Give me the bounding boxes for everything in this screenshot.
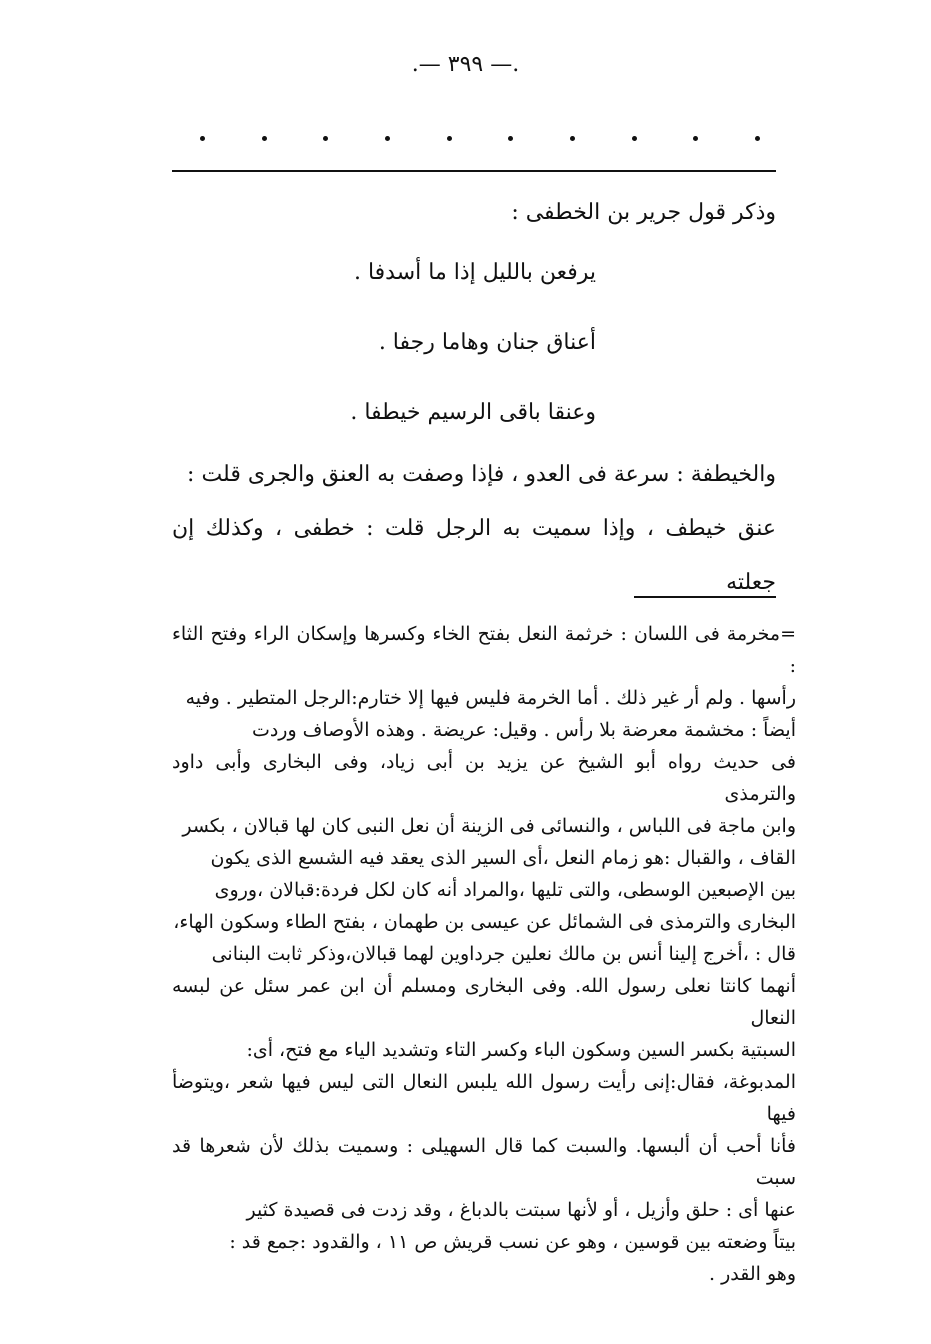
separator-dot	[385, 136, 390, 141]
verse-line: وعنقا باقى الرسيم خيطفا .	[350, 400, 596, 425]
footnote-line: وهو القدر .	[709, 1263, 796, 1285]
footnote-line: قال : ،أخرج إلينا أنس بن مالك نعلين جرداوين لهما قبالان،وذكر ثابت البنانى	[211, 943, 796, 965]
intro-line: وذكر قول جرير بن الخطفى :	[511, 200, 776, 225]
footnote-line: =مخرمة فى اللسان : خرثمة النعل بفتح الخاء وكسرها وإسكان الراء وفتح الثاء :	[172, 623, 796, 677]
separator-dot	[570, 136, 575, 141]
footnote-line: فأنا أحب أن ألبسها. والسبت كما قال السهيلى : وسميت بذلك لأن شعرها قد سبت	[172, 1135, 796, 1189]
footnote-rule	[634, 596, 776, 598]
main-text	[172, 188, 776, 610]
footnote-line: أيضاً : مخشمة معرضة بلا رأس . وقيل: عريضة . وهذه الأوصاف وردت	[251, 719, 796, 741]
footnote-line: بين الإصبعين الوسطى، والتى تليها ،والمراد أنه كان لكل فردة:قبالان ،وروى	[214, 879, 796, 901]
footnote-line: أنهما كانتا نعلى رسول الله. وفى البخارى ومسلم أن ابن عمر سئل عن لبسه النعال	[172, 975, 796, 1029]
footnote-line: المدبوغة، فقال:إنى رأيت رسول الله يلبس النعال التى ليس فيها شعر ،ويتوضأ فيها	[172, 1071, 796, 1125]
footnote-line: رأسها . ولم أر غير ذلك . أما الخرمة فليس فيها إلا ختارم:الرجل المتطير . وفيه	[185, 687, 796, 709]
body-line: والخيطفة : سرعة فى العدو ، فإذا وصفت به العنق والجرى قلت :	[187, 462, 776, 487]
verse-line: يرفعن بالليل إذا ما أسدفا .	[353, 260, 596, 285]
separator-dot	[262, 136, 267, 141]
separator-dot	[447, 136, 452, 141]
footnote-line: البخارى والترمذى فى الشمائل عن عيسى بن طهمان ، بفتح الطاء وسكون الهاء،	[173, 911, 796, 933]
footnote-line: عنها أى : حلق وأزيل ، أو لأنها سبتت بالدباغ ، وقد زدت فى قصيدة كثير	[246, 1199, 796, 1221]
separator-dot	[632, 136, 637, 141]
footnote-line: وابن ماجة فى اللباس ، والنسائى فى الزينة أن نعل النبى كان لها قبالان ، بكسر	[182, 815, 796, 837]
separator-dot	[323, 136, 328, 141]
footnote-line: القاف ، والقبال :هو زمام النعل ،أى السير الذى يعقد فيه الشسع الذى يكون	[210, 847, 796, 869]
footnotes	[172, 618, 796, 1290]
footnote-line: السبتية بكسر السين وسكون الباء وكسر التاء وتشديد الياء مع فتح، أى:	[246, 1039, 796, 1061]
body-line: عنق خيطف ، وإذا سميت به الرجل قلت : خطفى ، وكذلك إن جعلته	[172, 516, 776, 595]
separator-dot	[200, 136, 205, 141]
footnote-line: فى حديث رواه أبو الشيخ عن يزيد بن أبى زياد، وفى البخارى وأبى داود والترمذى	[172, 751, 796, 805]
verse-line: أعناق جنان وهاما رجفا .	[378, 330, 596, 355]
separator-dot	[755, 136, 760, 141]
header-rule	[172, 170, 776, 172]
page-number: .— ٣٩٩ —.	[411, 52, 520, 77]
dot-separator	[200, 136, 760, 141]
separator-dot	[508, 136, 513, 141]
separator-dot	[693, 136, 698, 141]
footnote-line: بيتاً وضعته بين قوسين ، وهو عن نسب قريش ص ١١ ، والقدود :جمع قد :	[229, 1231, 796, 1253]
